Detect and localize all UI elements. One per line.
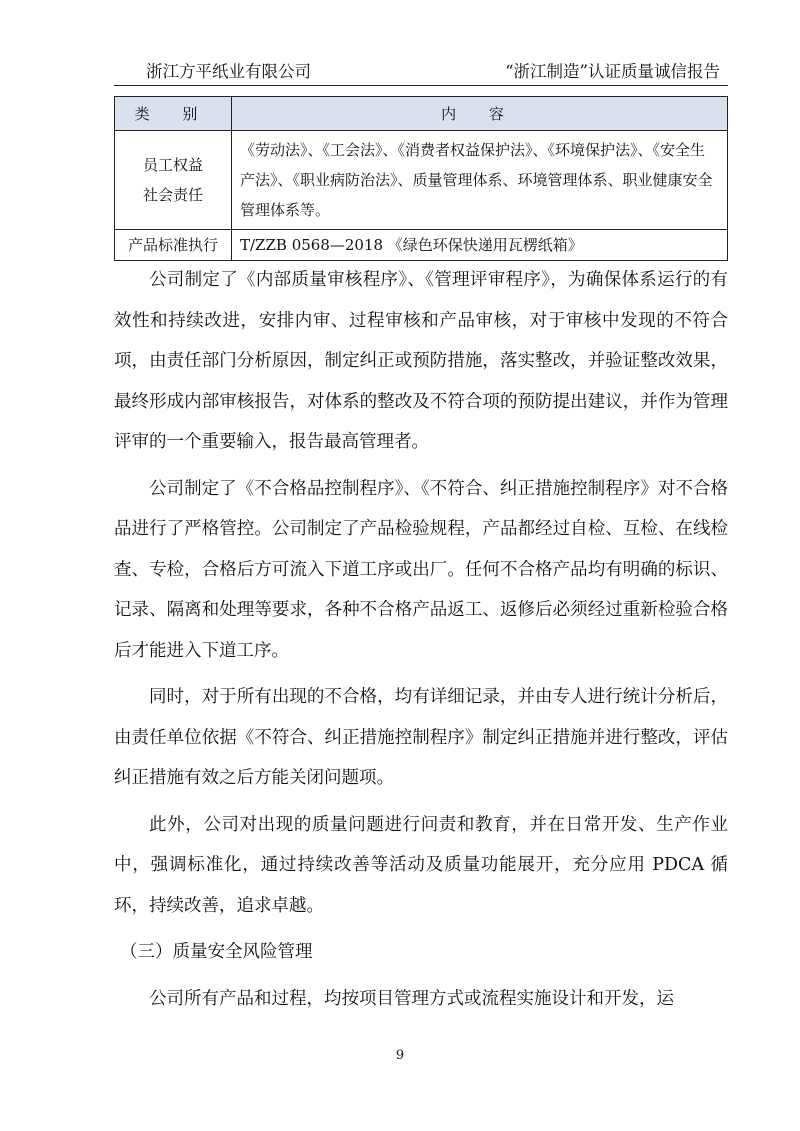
table-row — [115, 230, 728, 261]
company-name: 浙江方平纸业有限公司 — [146, 62, 311, 81]
paragraph: 公司所有产品和过程，均按项目管理方式或流程实施设计和开发，运 — [149, 988, 674, 1009]
paragraph: 同时，对于所有出现的不合格，均有详细记录，并由专人进行统计分析后，由责任单位依据《不符合、纠正措施控制程序》制定纠正措施并进行整改，评估纠正措施有效之后方能关闭问题项。 — [114, 687, 728, 788]
report-title: “浙江制造”认证质量诚信报告 — [505, 62, 720, 81]
table-header-content: 内 容 — [232, 97, 728, 131]
paragraph: 此外，公司对出现的质量问题进行问责和教育，并在日常开发、生产作业中，强调标准化，通过持续改善等活动及质量功能展开，充分应用 PDCA 循环，持续改善，追求卓越。 — [114, 814, 728, 916]
table-header-category: 类 别 — [115, 97, 232, 131]
table-cell-content: T/ZZB 0568—2018 《绿色环保快递用瓦楞纸箱》 — [232, 230, 728, 261]
table-cell-category: 产品标准执行 — [115, 230, 232, 261]
body-text — [114, 260, 728, 1025]
page-header — [114, 51, 728, 86]
section-heading: （三）质量安全风险管理 — [120, 942, 313, 962]
table-header-row — [115, 97, 728, 131]
paragraph: 公司制定了《不合格品控制程序》、《不符合、纠正措施控制程序》对不合格品进行了严格管控。公司制定了产品检验规程，产品都经过自检、互检、在线检查、专检，合格后方可流入下道工序或出厂。任何不合格产品均有明确的标识、记录、隔离和处理等要求，各种不合格产品返工、返修后必须经过重新检验合格后才能进入下道工序。 — [114, 478, 728, 661]
paragraph: 公司制定了《内部质量审核程序》、《管理评审程序》，为确保体系运行的有效性和持续改进，安排内审、过程审核和产品审核，对于审核中发现的不符合项，由责任部门分析原因，制定纠正或预防措施，落实整改，并验证整改效果，最终形成内部审核报告，对体系的整改及不符合项的预防提出建议，并作为管理评审的一个重要输入，报告最高管理者。 — [114, 270, 728, 452]
table-cell-category: 员工权益 社会责任 — [115, 131, 232, 230]
info-table — [114, 96, 728, 261]
page-number: 9 — [395, 1048, 405, 1063]
table-cell-content: 《劳动法》、《工会法》、《消费者权益保护法》、《环境保护法》、《安全生产法》、《职业病防治法》、质量管理体系、环境管理体系、职业健康安全管理体系等。 — [232, 131, 728, 230]
table-row — [115, 131, 728, 230]
